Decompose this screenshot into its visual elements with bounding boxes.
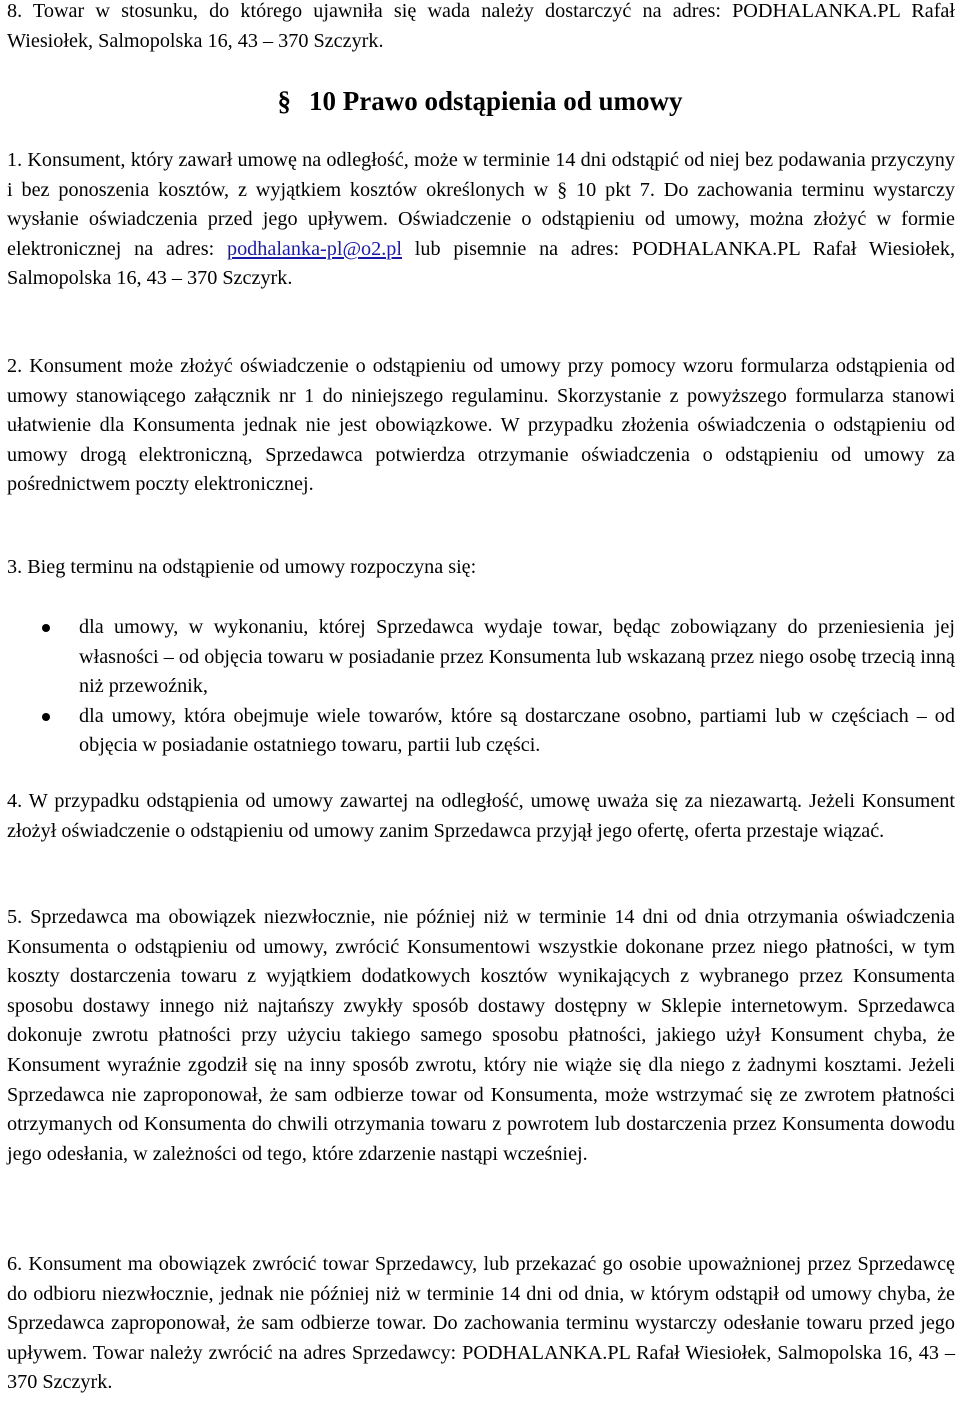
paragraph-item-8-text: 8. Towar w stosunku, do którego ujawniła się wada należy dostarczyć na adres: PODHALANKA.PL Rafał Wiesiołek, Salmopolska 16, 43 – 370 Szczyrk. (7, 0, 955, 52)
paragraph-1-text-b: lub pisemnie na adres: PODHALANKA.PL Rafał Wiesiołek, Salmopolska 16, 43 – 370 Szczyrk. (7, 237, 955, 290)
paragraph-5-text: 5. Sprzedawca ma obowiązek niezwłocznie, nie później niż w terminie 14 dni od dnia otrzymania oświadczenia Konsumenta o odstąpieniu od umowy, zwrócić Konsumentowi wszystkie dokonane przez niego płatności, w tym koszty dostarczenia towaru z wyjątkiem dodatkowych kosztów wynikających z wybranego przez Konsumenta sposobu dostawy innego niż najtańszy zwykły sposób dostawy dostępny w Sklepie internetowym. Sprzedawca dokonuje zwrotu płatności przy użyciu takiego samego sposobu płatności, jakiego użył Konsument chyba, że Konsument wyraźnie zgodził się na inny sposób zwrotu, który nie wiąże się dla niego z żadnymi kosztami. Jeżeli Sprzedawca nie zaproponował, że sam odbierze towar od Konsumenta, może wstrzymać się ze zwrotem płatności otrzymanych od Konsumenta do chwili otrzymania towaru z powrotem lub dostarczenia przez Konsumenta dowodu jego odesłania, w zależności od tego, które zdarzenie nastąpi wcześniej. (7, 906, 955, 1165)
list-item (7, 702, 955, 761)
paragraph-4 (7, 787, 955, 846)
start-conditions-list (7, 613, 955, 761)
bullet-icon (42, 713, 50, 721)
paragraph-6-text: 6. Konsument ma obowiązek zwrócić towar Sprzedawcy, lub przekazać go osobie upoważnionej przez Sprzedawcę do odbioru niezwłocznie, jednak nie później niż w terminie 14 dni od dnia, w którym odstąpił od umowy chyba, że Sprzedawca zaproponował, że sam odbierze towar. Do zachowania terminu wystarczy odesłanie towaru przed jego upływem. Towar należy zwrócić na adres Sprzedawcy: PODHALANKA.PL Rafał Wiesiołek, Salmopolska 16, 43 – 370 Szczyrk. (7, 1253, 955, 1394)
paragraph-3 (7, 553, 955, 583)
email-link[interactable]: podhalanka-pl@o2.pl (226, 237, 402, 260)
paragraph-4-text: 4. W przypadku odstąpienia od umowy zawartej na odległość, umowę uważa się za niezawartą. Jeżeli Konsument złożył oświadczenie o odstąpieniu od umowy zanim Sprzedawca przyjął jego ofertę, oferta przestaje wiązać. (7, 790, 955, 842)
paragraph-2 (7, 352, 955, 500)
bullet-icon (42, 624, 50, 632)
paragraph-2-text: 2. Konsument może złożyć oświadczenie o odstąpieniu od umowy przy pomocy wzoru formularza odstąpienia od umowy stanowiącego załącznik nr 1 do niniejszego regulaminu. Skorzystanie z powyższego formularza stanowi ułatwienie dla Konsumenta jednak nie jest obowiązkowe. W przypadku złożenia oświadczenia o odstąpieniu od umowy drogą elektroniczną, Sprzedawca potwierdza otrzymanie oświadczenia o odstąpieniu od umowy za pośrednictwem poczty elektronicznej. (7, 355, 955, 496)
paragraph-6 (7, 1250, 955, 1398)
paragraph-1 (7, 146, 955, 294)
section-heading (0, 84, 960, 118)
list-item-text: dla umowy, w wykonaniu, której Sprzedawca wydaje towar, będąc zobowiązany do przeniesienia jej własności – od objęcia towaru w posiadanie przez Konsumenta lub wskazaną przez niego osobę trzecią inną niż przewoźnik, (79, 616, 955, 698)
section-title: 10 Prawo odstąpienia od umowy (308, 86, 683, 116)
section-sign: § (277, 86, 291, 116)
list-item (7, 613, 955, 702)
paragraph-3-text: 3. Bieg terminu na odstąpienie od umowy rozpoczyna się: (7, 556, 477, 578)
paragraph-1-text-a: 1. Konsument, który zawarł umowę na odległość, może w terminie 14 dni odstąpić od niej bez podawania przyczyny i bez ponoszenia kosztów, z wyjątkiem kosztów określonych w § 10 pkt 7. Do zachowania terminu wystarczy wysłanie oświadczenia przed jego upływem. Oświadczenie o odstąpieniu od umowy, można złożyć w formie elektronicznej na adres: (7, 149, 955, 260)
paragraph-5 (7, 903, 955, 1169)
paragraph-item-8 (7, 0, 955, 56)
list-item-text: dla umowy, która obejmuje wiele towarów, które są dostarczane osobno, partiami lub w częściach – od objęcia w posiadanie ostatniego towaru, partii lub części. (79, 704, 955, 757)
